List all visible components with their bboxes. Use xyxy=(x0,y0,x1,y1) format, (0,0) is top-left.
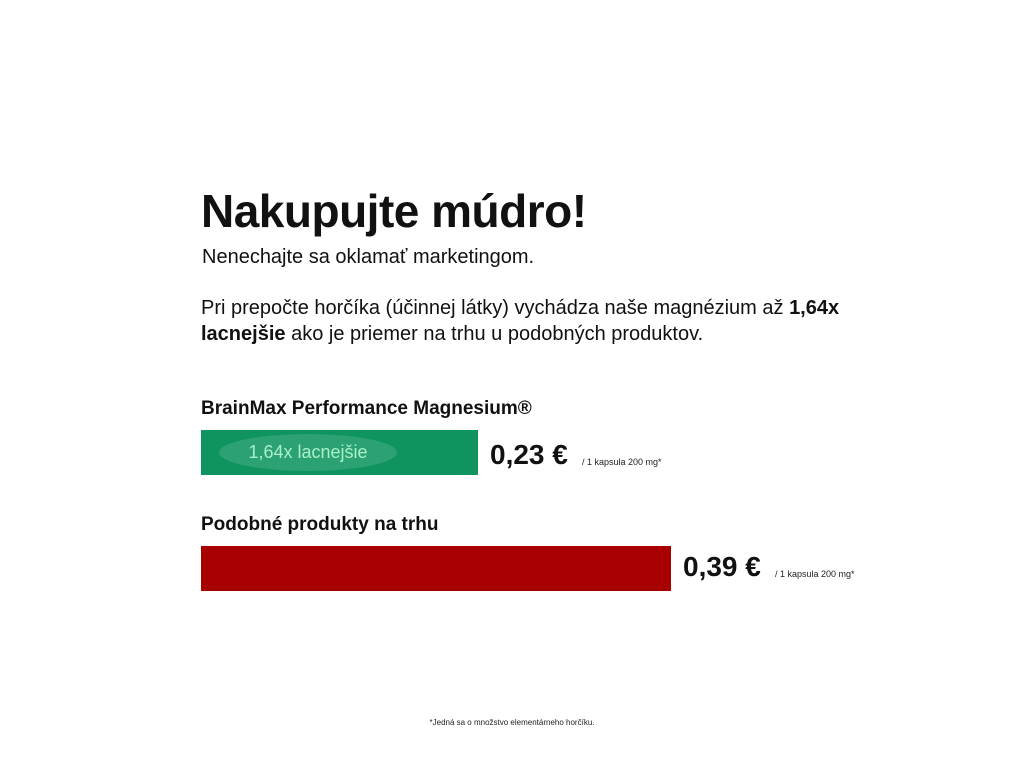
unit-label-brainmax: / 1 kapsula 200 mg* xyxy=(582,457,662,467)
intro-text xyxy=(201,295,901,347)
bar-market xyxy=(201,546,671,591)
page-subtitle: Nenechajte sa oklamať marketingom. xyxy=(202,246,535,268)
bar-brainmax xyxy=(201,430,478,475)
price-market: 0,39 € xyxy=(683,551,761,582)
series-label-brainmax: BrainMax Performance Magnesium® xyxy=(201,398,532,419)
savings-badge: 1,64x lacnejšie xyxy=(219,434,397,471)
intro-bold: 1,64x lacnejšie xyxy=(201,297,840,345)
intro-after: ako je priemer na trhu u podobných produktov. xyxy=(285,323,704,345)
price-brainmax: 0,23 € xyxy=(490,439,568,470)
page-title: Nakupujte múdro! xyxy=(201,185,587,237)
series-label-market: Podobné produkty na trhu xyxy=(201,514,439,535)
intro-before: Pri prepočte horčíka (účinnej látky) vychádza naše magnézium až xyxy=(201,297,790,319)
unit-label-market: / 1 kapsula 200 mg* xyxy=(775,569,855,579)
footnote: *Jedná sa o množstvo elementárneho horčíku. xyxy=(429,718,595,727)
